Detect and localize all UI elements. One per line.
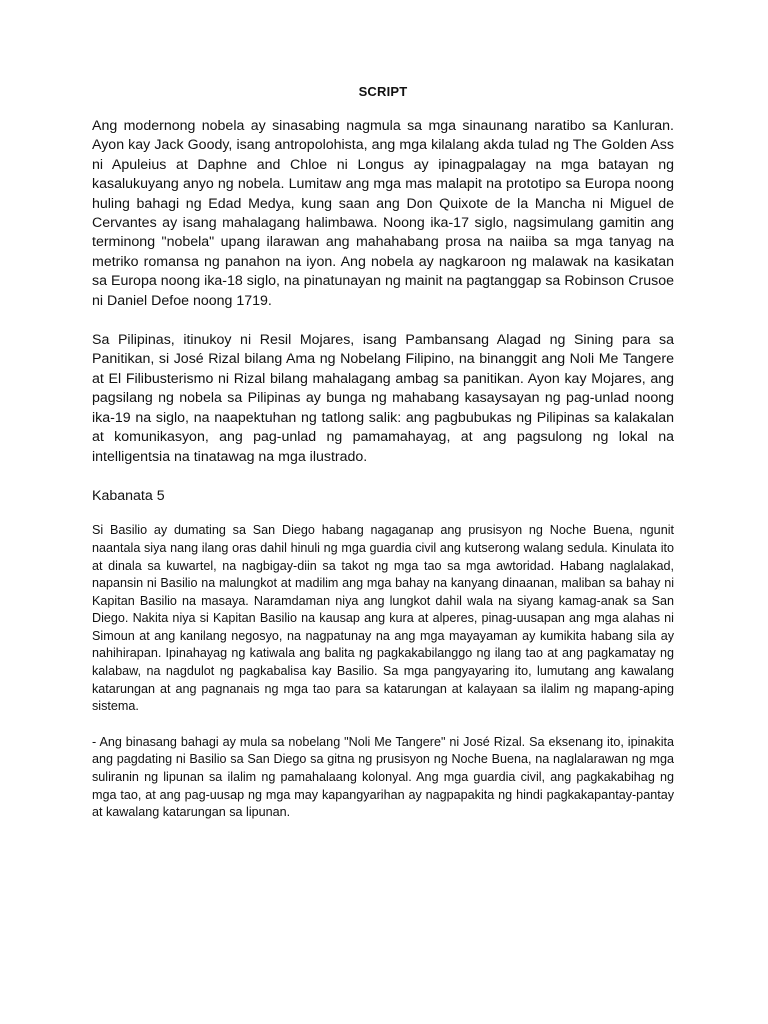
chapter-heading: Kabanata 5	[92, 487, 165, 504]
intro-paragraph: Ang modernong nobela ay sinasabing nagmula sa mga sinaunang naratibo sa Kanluran. Ayon kay Jack Goody, isang antropolohista, ang mga kilalang akda tulad ng The Golden Ass ni Apuleius at Daphne and Chloe ni Longus ay ipinagpalagay na mga batayan ng kasalukuyang anyo ng nobela. Lumitaw ang mga mas malapit na prototipo sa Europa noong huling bahagi ng Edad Medya, kung saan ang Don Quixote de la Mancha ni Miguel de Cervantes ay isang mahalagang halimbawa. Noong ika-17 siglo, nagsimulang gamitin ang terminong "nobela" upang ilarawan ang mahahabang prosa na naiiba sa mga tanyag na metriko romansa ng panahon na iyon. Ang nobela ay nagkaroon ng malawak na kasikatan sa Europa noong ika-18 siglo, na pinatunayan ng mainit na pagtanggap sa Robinson Crusoe ni Daniel Defoe noong 1719.	[92, 118, 674, 309]
commentary-paragraph: - Ang binasang bahagi ay mula sa nobelang "Noli Me Tangere" ni José Rizal. Sa eksenang ito, ipinakita ang pagdating ni Basilio sa San Diego sa gitna ng prusisyon ng Noche Buena, na naglalarawan ng mga suliranin ng lipunan sa ilalim ng pamahalaang kolonyal. Ang mga guardia civil, ang pagkakabihag ng mga tao, at ang pag-uusap ng mga may kapangyarihan ay nagpapakita ng hindi pagkakapantay-pantay at kawalang katarungan sa lipunan.	[92, 734, 674, 820]
philippines-paragraph: Sa Pilipinas, itinukoy ni Resil Mojares, isang Pambansang Alagad ng Sining para sa Panitikan, si José Rizal bilang Ama ng Nobelang Filipino, na binanggit ang Noli Me Tangere at El Filibusterismo ni Rizal bilang mahalagang ambag sa panitikan. Ayon kay Mojares, ang pagsilang ng nobela sa Pilipinas ay bunga ng mahabang kasaysayan ng pag-unlad noong ika-19 na siglo, na naapektuhan ng tatlong salik: ang pagbubukas ng Pilipinas sa kalakalan at komunikasyon, ang pag-unlad ng pamamahayag, at ang pagsulong ng lokal na intelligentsia na tinatawag na mga ilustrado.	[92, 332, 674, 465]
document-title: SCRIPT	[358, 84, 408, 99]
chapter-summary-paragraph: Si Basilio ay dumating sa San Diego habang nagaganap ang prusisyon ng Noche Buena, ngunit naantala siya nang ilang oras dahil hinuli ng mga guardia civil ang kutserong walang sedula. Kinulata ito at dinala sa kuwartel, na nagbigay-diin sa takot ng mga tao sa mga awtoridad. Habang naglalakad, napansin ni Basilio na malungkot at madilim ang mga bahay na kanyang dinaanan, maliban sa bahay ni Kapitan Basilio na masaya. Naramdaman niya ang lungkot dahil wala na siyang kamag-anak sa San Diego. Nakita niya si Kapitan Basilio na kausap ang kura at alperes, pinag-uusapan ang mga alahas ni Simoun at ang kanilang negosyo, na nagpatunay na ang mga mayayaman ay kumikita habang sila ay nahihirapan. Ipinahayag ng katiwala ang balita ng pagkakabilanggo ng ilang tao at ang pagkamatay ng kalabaw, na nagdulot ng pagkabalisa kay Basilio. Sa mga pangyayaring ito, lumutang ang kawalang katarungan at ang pagnanais ng mga tao para sa katarungan at kalayaan sa ilalim ng mapang-aping sistema.	[92, 523, 674, 714]
document-page	[92, 84, 674, 840]
